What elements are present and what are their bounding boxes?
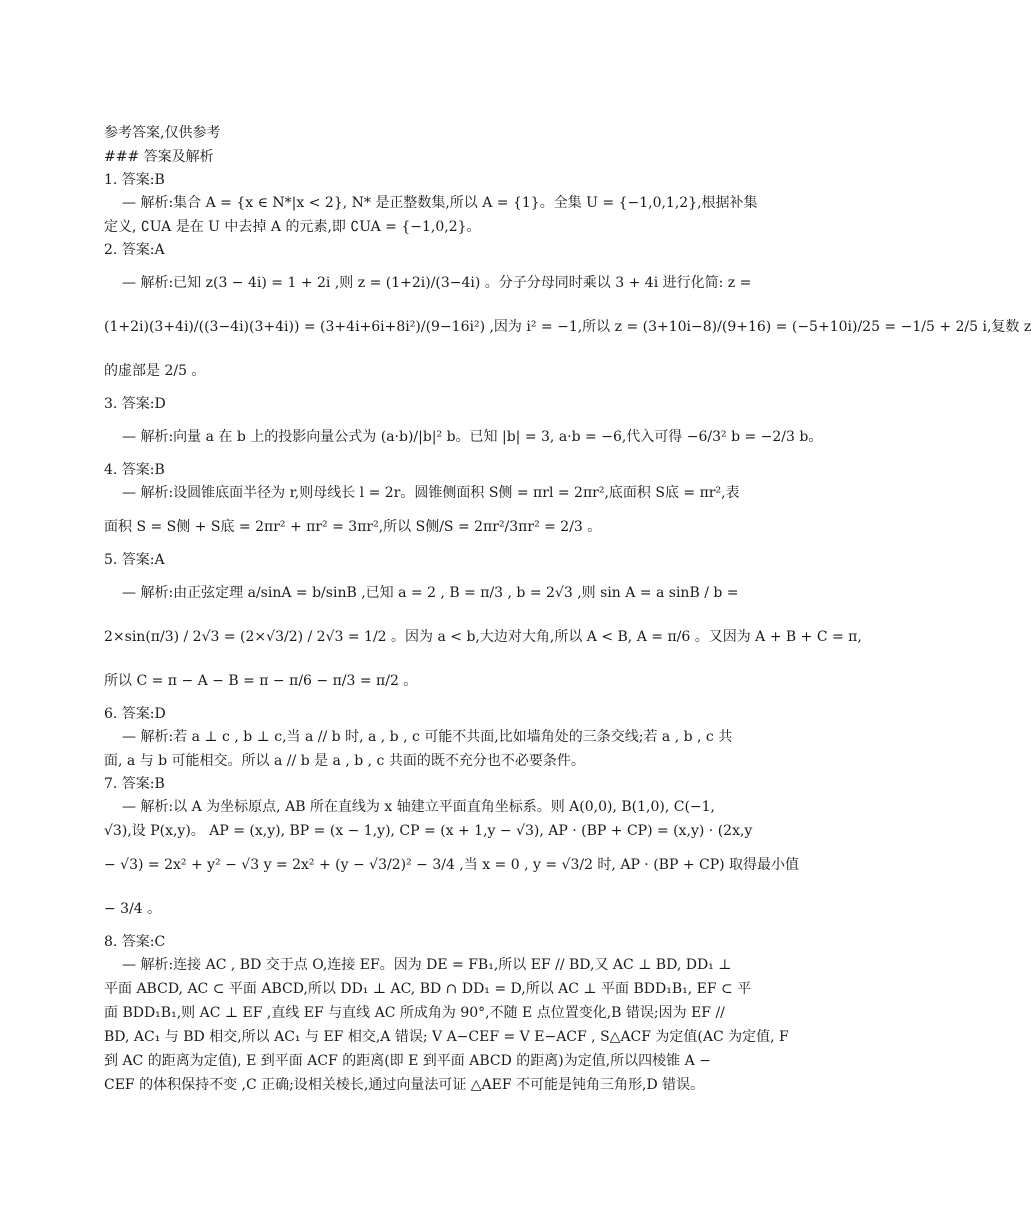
answer-6-line-2: 面, a 与 b 可能相交。所以 a // b 是 a , b , c 共面的既不充分也不必要条件。 bbox=[104, 753, 585, 769]
answer-8-line-4: BD, AC₁ 与 BD 相交,所以 AC₁ 与 EF 相交,A 错误; V A−CEF = V E−ACF , S△ACF 为定值(AC 为定值, F bbox=[104, 1029, 789, 1045]
answer-2-line-3: 的虚部是 2/5 。 bbox=[104, 363, 206, 379]
answer-8-line-2: 平面 ABCD, AC ⊂ 平面 ABCD,所以 DD₁ ⊥ AC, BD ∩ DD₁ = D,所以 AC ⊥ 平面 BDD₁B₁, EF ⊂ 平 bbox=[104, 981, 752, 997]
answer-8-line-3: 面 BDD₁B₁,则 AC ⊥ EF ,直线 EF 与直线 AC 所成角为 90°,不随 E 点位置变化,B 错误;因为 EF // bbox=[104, 1005, 725, 1021]
answer-5-line-2: 2×sin(π/3) / 2√3 = (2×√3/2) / 2√3 = 1/2 。因为 a < b,大边对大角,所以 A < B, A = π/6 。又因为 A + B + C = π, bbox=[104, 629, 862, 645]
answer-1-head: 1. 答案:B bbox=[104, 172, 165, 188]
answer-5-head: 5. 答案:A bbox=[104, 552, 165, 568]
answer-7-head: 7. 答案:B bbox=[104, 776, 165, 792]
answer-2-line-2: (1+2i)(3+4i)/((3−4i)(3+4i)) = (3+4i+6i+8i²)/(9−16i²) ,因为 i² = −1,所以 z = (3+10i−8)/(9+16) = (−5+10i)/25 = −1/5 + 2/5 i,复数 z bbox=[104, 319, 1031, 335]
answer-2-head: 2. 答案:A bbox=[104, 242, 165, 258]
answer-8-line-6: CEF 的体积保持不变 ,C 正确;设相关棱长,通过向量法可证 △AEF 不可能是钝角三角形,D 错误。 bbox=[104, 1077, 705, 1093]
answer-1-line-2: 定义, ∁UA 是在 U 中去掉 A 的元素,即 ∁UA = {−1,0,2}。 bbox=[104, 219, 481, 235]
answer-6-line-1: — 解析:若 a ⊥ c , b ⊥ c,当 a // b 时, a , b , c 可能不共面,比如墙角处的三条交线;若 a , b , c 共 bbox=[122, 729, 733, 745]
answer-7-line-1: — 解析:以 A 为坐标原点, AB 所在直线为 x 轴建立平面直角坐标系。则 A(0,0), B(1,0), C(−1, bbox=[122, 799, 716, 815]
answer-6-head: 6. 答案:D bbox=[104, 706, 166, 722]
answer-8-line-1: — 解析:连接 AC , BD 交于点 O,连接 EF。因为 DE = FB₁,所以 EF // BD,又 AC ⊥ BD, DD₁ ⊥ bbox=[122, 957, 732, 973]
answer-5-line-3: 所以 C = π − A − B = π − π/6 − π/3 = π/2 。 bbox=[104, 673, 418, 689]
answer-1-line-1: — 解析:集合 A = {x ∈ N*|x < 2}, N* 是正整数集,所以 A = {1}。全集 U = {−1,0,1,2},根据补集 bbox=[122, 195, 758, 211]
answer-3-head: 3. 答案:D bbox=[104, 396, 166, 412]
answer-4-line-1: — 解析:设圆锥底面半径为 r,则母线长 l = 2r。圆锥侧面积 S侧 = πrl = 2πr²,底面积 S底 = πr²,表 bbox=[122, 485, 740, 501]
answer-document bbox=[104, 121, 1031, 1097]
answer-4-head: 4. 答案:B bbox=[104, 462, 165, 478]
answer-4-line-2: 面积 S = S侧 + S底 = 2πr² + πr² = 3πr²,所以 S侧/S = 2πr²/3πr² = 2/3 。 bbox=[104, 519, 602, 535]
doc-header-line1: 参考答案,仅供参考 bbox=[104, 125, 221, 141]
answer-5-line-1: — 解析:由正弦定理 a/sinA = b/sinB ,已知 a = 2 , B = π/3 , b = 2√3 ,则 sin A = a sinB / b = bbox=[122, 585, 739, 601]
answer-2-line-1: — 解析:已知 z(3 − 4i) = 1 + 2i ,则 z = (1+2i)/(3−4i) 。分子分母同时乘以 3 + 4i 进行化简: z = bbox=[122, 275, 752, 291]
doc-header-line2: ### 答案及解析 bbox=[104, 149, 214, 165]
answer-8-line-5: 到 AC 的距离为定值), E 到平面 ACF 的距离(即 E 到平面 ABCD 的距离)为定值,所以四棱锥 A − bbox=[104, 1053, 711, 1069]
answer-7-line-2: √3),设 P(x,y)。 AP = (x,y), BP = (x − 1,y), CP = (x + 1,y − √3), AP · (BP + CP) = (x,y) · (2x,y bbox=[104, 823, 753, 839]
answer-8-head: 8. 答案:C bbox=[104, 934, 166, 950]
answer-3-line-1: — 解析:向量 a 在 b 上的投影向量公式为 (a·b)/|b|² b。已知 |b| = 3, a·b = −6,代入可得 −6/3² b = −2/3 b。 bbox=[122, 429, 823, 445]
answer-7-line-4: − 3/4 。 bbox=[104, 901, 162, 917]
answer-7-line-3: − √3) = 2x² + y² − √3 y = 2x² + (y − √3/2)² − 3/4 ,当 x = 0 , y = √3/2 时, AP · (BP + CP) 取得最小值 bbox=[104, 857, 800, 873]
